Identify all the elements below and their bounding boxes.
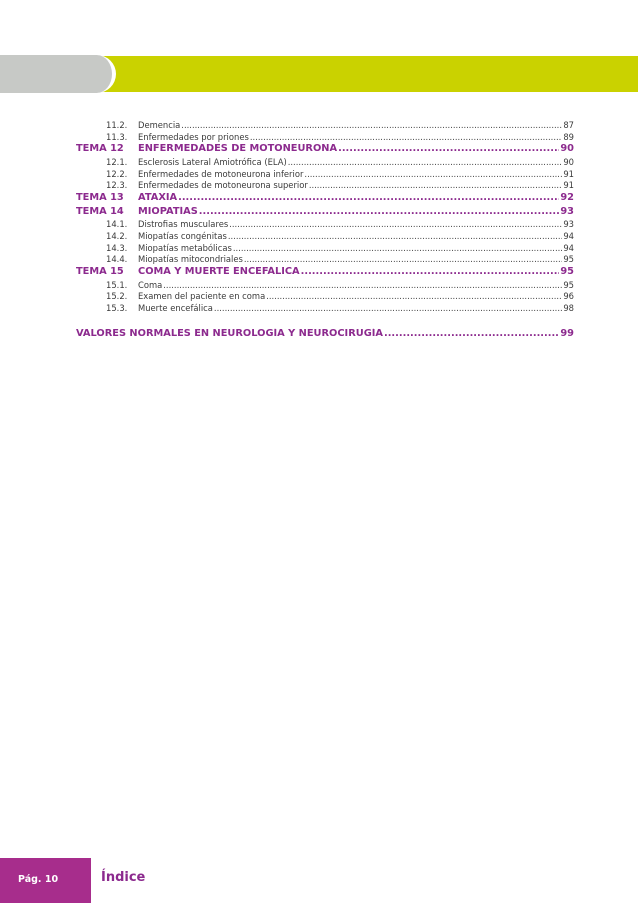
leader-dots bbox=[384, 328, 559, 339]
entry-page: 87 bbox=[563, 120, 574, 130]
entry-number: 11.2. bbox=[106, 120, 128, 130]
leader-dots bbox=[229, 219, 562, 229]
entry-page: 96 bbox=[563, 291, 574, 302]
toc-entry[interactable] bbox=[76, 169, 574, 181]
toc-entry[interactable] bbox=[76, 243, 574, 255]
toc-chapter[interactable] bbox=[76, 143, 574, 157]
chapter-title: ENFERMEDADES DE MOTONEURONA bbox=[138, 143, 338, 155]
chapter-number: TEMA 12 bbox=[76, 143, 124, 155]
leader-dots bbox=[266, 291, 562, 301]
leader-dots bbox=[181, 120, 562, 130]
toc-chapter[interactable] bbox=[76, 266, 574, 280]
entry-page: 95 bbox=[563, 279, 574, 290]
entry-title: Examen del paciente en coma bbox=[138, 291, 266, 302]
entry-number: 15.3. bbox=[106, 302, 128, 313]
entry-number: 12.1. bbox=[106, 156, 128, 167]
entry-number: 12.2. bbox=[106, 168, 128, 179]
page-number-label: Pág. 10 bbox=[18, 874, 59, 885]
entry-page: 98 bbox=[563, 302, 574, 313]
toc-entry[interactable] bbox=[76, 280, 574, 292]
entry-page: 91 bbox=[563, 180, 574, 191]
toc-entry[interactable] bbox=[76, 180, 574, 192]
chapter-number: TEMA 14 bbox=[76, 205, 124, 217]
section-title: Índice bbox=[101, 870, 146, 885]
leader-dots bbox=[178, 192, 559, 203]
leader-dots bbox=[228, 231, 563, 241]
header-tab bbox=[0, 55, 116, 93]
chapter-title: ATAXIA bbox=[138, 191, 178, 203]
chapter-page: 92 bbox=[560, 191, 574, 203]
entry-title: Coma bbox=[138, 279, 163, 290]
entry-page: 93 bbox=[563, 219, 574, 230]
entry-number: 11.3. bbox=[106, 131, 128, 142]
leader-dots bbox=[301, 266, 560, 277]
entry-title: Enfermedades de motoneurona superior bbox=[138, 180, 308, 191]
toc-entry[interactable] bbox=[76, 291, 574, 303]
toc-appendix[interactable] bbox=[76, 328, 574, 342]
entry-title: Enfermedades por priones bbox=[138, 131, 249, 142]
toc-entry[interactable] bbox=[76, 254, 574, 266]
chapter-title: MIOPATÍAS bbox=[138, 205, 198, 217]
entry-title: Demencia bbox=[138, 120, 181, 130]
leader-dots bbox=[304, 169, 562, 179]
chapter-page: 93 bbox=[560, 205, 574, 217]
entry-number: 14.2. bbox=[106, 230, 128, 241]
leader-dots bbox=[199, 206, 560, 217]
leader-dots bbox=[214, 303, 562, 313]
toc-entry[interactable] bbox=[76, 132, 574, 144]
toc-entry[interactable] bbox=[76, 219, 574, 231]
chapter-number: TEMA 15 bbox=[76, 265, 124, 277]
toc-chapter[interactable] bbox=[76, 206, 574, 220]
appendix-title: VALORES NORMALES EN NEUROLOGÍA Y NEUROCIRUGÍA bbox=[76, 328, 383, 340]
entry-number: 14.1. bbox=[106, 219, 128, 230]
toc-entry[interactable] bbox=[76, 231, 574, 243]
chapter-page: 90 bbox=[560, 143, 574, 155]
entry-page: 94 bbox=[563, 230, 574, 241]
leader-dots bbox=[250, 132, 562, 142]
table-of-contents bbox=[76, 120, 574, 342]
chapter-number: TEMA 13 bbox=[76, 191, 124, 203]
entry-number: 15.2. bbox=[106, 291, 128, 302]
entry-title: Miopatías metabólicas bbox=[138, 242, 232, 253]
entry-page: 89 bbox=[563, 131, 574, 142]
entry-page: 95 bbox=[563, 254, 574, 265]
entry-title: Miopatías congénitas bbox=[138, 230, 227, 241]
entry-number: 12.3. bbox=[106, 180, 128, 191]
appendix-page: 99 bbox=[560, 328, 574, 340]
entry-number: 14.4. bbox=[106, 254, 128, 265]
entry-number: 14.3. bbox=[106, 242, 128, 253]
leader-dots bbox=[309, 180, 563, 190]
toc-entry[interactable] bbox=[76, 303, 574, 315]
toc-chapter[interactable] bbox=[76, 192, 574, 206]
leader-dots bbox=[288, 157, 563, 167]
toc-entry[interactable] bbox=[76, 157, 574, 169]
leader-dots bbox=[338, 143, 559, 154]
leader-dots bbox=[233, 243, 563, 253]
leader-dots bbox=[244, 254, 562, 264]
entry-title: Enfermedades de motoneurona inferior bbox=[138, 168, 304, 179]
entry-number: 15.1. bbox=[106, 279, 128, 290]
chapter-page: 95 bbox=[560, 265, 574, 277]
chapter-title: COMA Y MUERTE ENCEFÁLICA bbox=[138, 265, 300, 277]
entry-page: 90 bbox=[563, 156, 574, 167]
leader-dots bbox=[163, 280, 562, 290]
entry-title: Esclerosis Lateral Amiotrófica (ELA) bbox=[138, 156, 287, 167]
entry-title: Miopatías mitocondriales bbox=[138, 254, 243, 265]
entry-page: 91 bbox=[563, 168, 574, 179]
toc-entry[interactable] bbox=[76, 120, 574, 132]
entry-title: Muerte encefálica bbox=[138, 302, 213, 313]
entry-page: 94 bbox=[563, 242, 574, 253]
entry-title: Distrofias musculares bbox=[138, 219, 229, 230]
